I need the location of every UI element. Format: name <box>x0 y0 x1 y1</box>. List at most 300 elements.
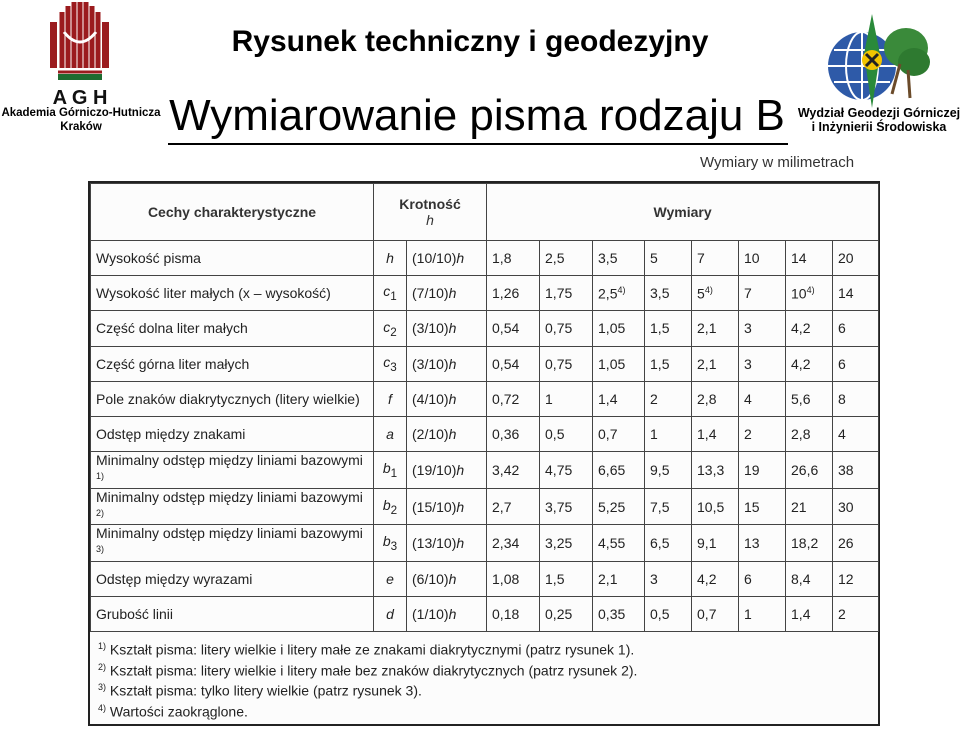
factor-h: h <box>448 606 457 623</box>
dimension-value-cell <box>593 525 645 562</box>
feature-footnote-mark: 2) <box>96 507 105 518</box>
factor-cell <box>407 525 487 562</box>
dimension-value-cell <box>540 525 593 562</box>
dimension-value: 2,8 <box>697 390 717 407</box>
symbol-cell <box>374 346 407 381</box>
agh-logo <box>44 2 116 108</box>
factor-value: (2/10) <box>412 426 449 443</box>
dimension-value-cell <box>645 452 692 489</box>
symbol-cell <box>374 241 407 276</box>
feature-cell <box>91 525 374 562</box>
dimension-value-cell <box>487 276 540 311</box>
factor-value: (13/10) <box>412 535 457 552</box>
dimension-value-cell <box>540 562 593 597</box>
footnote-text: Kształt pisma: litery wielkie i litery małe bez znaków diakrytycznych (patrz rysunek 2). <box>109 662 638 679</box>
header-multiplicity-label: Krotność <box>399 196 461 212</box>
dimension-value: 6 <box>838 320 846 337</box>
footnote-item <box>98 659 637 680</box>
symbol-letter: f <box>388 390 392 407</box>
feature-cell <box>91 597 374 632</box>
dimension-value-cell <box>833 276 879 311</box>
dimension-value-cell <box>487 488 540 525</box>
dimension-value-cell <box>540 452 593 489</box>
value-footnote-mark: 4) <box>806 284 815 295</box>
dimension-value: 12 <box>838 571 854 588</box>
dimension-value: 1,8 <box>492 250 512 267</box>
dimension-value: 6 <box>744 571 752 588</box>
dimension-value: 3 <box>650 571 658 588</box>
table-header-row <box>91 184 879 241</box>
dimension-value: 0,75 <box>545 320 573 337</box>
factor-value: (15/10) <box>412 498 457 515</box>
dimension-value: 1,4 <box>697 426 717 443</box>
dimension-value-cell <box>593 597 645 632</box>
dimension-value: 4 <box>838 426 846 443</box>
table-row <box>91 381 879 416</box>
dimension-value-cell <box>833 416 879 451</box>
dimension-value-cell <box>593 562 645 597</box>
feature-label: Grubość linii <box>96 606 174 623</box>
factor-h: h <box>456 461 465 478</box>
dimension-value: 6,5 <box>650 535 670 552</box>
table-row <box>91 597 879 632</box>
dimension-value-cell <box>593 346 645 381</box>
feature-label: Wysokość pisma <box>96 250 201 267</box>
dimension-value: 0,72 <box>492 390 520 407</box>
dimension-value-cell <box>786 416 833 451</box>
dimension-value: 2,5 <box>545 250 565 267</box>
symbol-letter: b <box>382 533 391 550</box>
feature-cell <box>91 311 374 346</box>
dimension-value: 9,1 <box>697 535 717 552</box>
dimension-value-cell <box>739 346 786 381</box>
symbol-letter: c <box>383 283 391 300</box>
symbol-subscript: 2 <box>390 503 398 517</box>
dimension-value: 2 <box>744 426 752 443</box>
dimension-value: 19 <box>744 461 760 478</box>
header-multiplicity <box>374 184 487 241</box>
factor-cell <box>407 452 487 489</box>
dimension-value: 5 <box>650 250 658 267</box>
dimension-value: 0,5 <box>545 426 565 443</box>
dimension-value: 0,5 <box>650 606 670 623</box>
dimension-value-cell <box>786 241 833 276</box>
factor-h: h <box>456 535 465 552</box>
dimension-value: 1 <box>744 606 752 623</box>
dimension-value-cell <box>692 452 739 489</box>
factor-h: h <box>456 250 465 267</box>
dimension-value: 4,75 <box>545 461 573 478</box>
dimension-value-cell <box>692 241 739 276</box>
value-footnote-mark: 4) <box>617 284 626 295</box>
dimension-value: 3,25 <box>545 535 573 552</box>
table-row <box>91 276 879 311</box>
feature-label: Wysokość liter małych (x – wysokość) <box>96 285 331 302</box>
dimension-value: 1,5 <box>545 571 565 588</box>
dimension-value: 3,75 <box>545 498 573 515</box>
symbol-subscript: 3 <box>390 540 398 554</box>
dimension-value: 3 <box>744 355 752 372</box>
dimension-value-cell <box>540 488 593 525</box>
dimension-value-cell <box>786 562 833 597</box>
dimension-value-cell <box>786 488 833 525</box>
factor-value: (7/10) <box>412 285 449 302</box>
dimension-value-cell <box>692 597 739 632</box>
dimension-value: 0,36 <box>492 426 520 443</box>
dimension-value: 2 <box>838 606 846 623</box>
dimension-value: 5 <box>697 285 705 302</box>
wgg-logo <box>820 14 932 108</box>
footnote-text: Kształt pisma: litery wielkie i litery małe ze znakami diakrytycznymi (patrz rysunek 1). <box>109 641 635 658</box>
symbol-cell <box>374 452 407 489</box>
dimension-value-cell <box>739 381 786 416</box>
feature-label: Minimalny odstęp między liniami bazowymi <box>96 525 363 542</box>
dimension-value-cell <box>786 452 833 489</box>
symbol-letter: c <box>383 318 391 335</box>
factor-value: (6/10) <box>412 571 449 588</box>
table-row <box>91 525 879 562</box>
symbol-cell <box>374 416 407 451</box>
footnote-mark: 1) <box>98 641 107 651</box>
dimension-value: 0,25 <box>545 606 573 623</box>
dimension-value: 3 <box>744 320 752 337</box>
dimension-value: 0,35 <box>598 606 626 623</box>
dimension-value-cell <box>540 311 593 346</box>
units-note: Wymiary w milimetrach <box>700 154 855 171</box>
dimension-value-cell <box>540 241 593 276</box>
dimension-value: 3,42 <box>492 461 520 478</box>
dimension-value-cell <box>739 525 786 562</box>
dimension-value: 1,05 <box>598 355 626 372</box>
dimension-value: 2,1 <box>697 355 717 372</box>
dimension-value: 26,6 <box>791 461 819 478</box>
factor-value: (19/10) <box>412 461 457 478</box>
symbol-cell <box>374 381 407 416</box>
dimension-value: 14 <box>838 285 854 302</box>
dimension-value: 4,55 <box>598 535 626 552</box>
dimension-value-cell <box>540 381 593 416</box>
dimension-value: 4 <box>744 390 752 407</box>
factor-value: (3/10) <box>412 320 449 337</box>
dimension-value-cell <box>692 311 739 346</box>
footnote-text: Wartości zaokrąglone. <box>109 703 248 720</box>
dimension-value: 1,4 <box>791 606 811 623</box>
dimension-value-cell <box>540 346 593 381</box>
footnotes <box>98 638 637 721</box>
dimension-value: 7 <box>697 250 705 267</box>
feature-footnote-mark: 3) <box>96 544 105 555</box>
left-org-line2: Kraków <box>60 121 102 133</box>
dimension-value-cell <box>540 416 593 451</box>
dimension-value: 18,2 <box>791 535 819 552</box>
dimension-value: 3,5 <box>650 285 670 302</box>
dimension-value-cell <box>540 276 593 311</box>
feature-cell <box>91 241 374 276</box>
feature-label: Część dolna liter małych <box>96 320 248 337</box>
dimension-value-cell <box>786 597 833 632</box>
right-org-line1: Wydział Geodezji Górniczej <box>797 106 960 120</box>
table-row <box>91 562 879 597</box>
dimension-value-cell <box>692 525 739 562</box>
dimension-value: 1 <box>545 390 553 407</box>
factor-h: h <box>448 426 457 443</box>
feature-cell <box>91 346 374 381</box>
left-org-line1: Akademia Górniczo-Hutnicza <box>1 107 161 119</box>
dimension-value-cell <box>487 241 540 276</box>
dimension-value-cell <box>833 381 879 416</box>
title-underline <box>168 143 788 145</box>
symbol-subscript: 1 <box>390 290 397 304</box>
factor-cell <box>407 597 487 632</box>
dimension-value: 0,75 <box>545 355 573 372</box>
dimension-value-cell <box>786 311 833 346</box>
dimension-value: 5,25 <box>598 498 626 515</box>
table-row <box>91 488 879 525</box>
dimension-value: 6 <box>838 355 846 372</box>
factor-cell <box>407 488 487 525</box>
dimension-value-cell <box>692 346 739 381</box>
symbol-letter: d <box>386 606 394 623</box>
factor-value: (1/10) <box>412 606 449 623</box>
dimension-value-cell <box>833 311 879 346</box>
symbol-subscript: 2 <box>390 325 397 339</box>
feature-footnote-mark: 1) <box>96 471 105 482</box>
dimension-value: 0,7 <box>598 426 618 443</box>
dimension-value-cell <box>692 562 739 597</box>
header-multiplicity-symbol: h <box>426 212 434 228</box>
dimension-value: 2,7 <box>492 498 512 515</box>
dimension-value-cell <box>739 562 786 597</box>
dimension-value: 2,8 <box>791 426 811 443</box>
feature-cell <box>91 416 374 451</box>
symbol-cell <box>374 488 407 525</box>
table-row <box>91 311 879 346</box>
dimension-value: 4,2 <box>791 320 811 337</box>
dimension-value-cell <box>739 416 786 451</box>
dimension-value-cell <box>487 562 540 597</box>
table-row <box>91 452 879 489</box>
dimension-value-cell <box>786 381 833 416</box>
dimension-value-cell <box>833 597 879 632</box>
dimension-value: 2,5 <box>598 285 618 302</box>
footnote-item <box>98 679 637 700</box>
dimension-table-panel <box>88 181 880 726</box>
dimension-value: 4,2 <box>697 571 717 588</box>
symbol-letter: h <box>386 250 394 267</box>
footnote-item <box>98 638 637 659</box>
symbol-subscript: 3 <box>390 360 397 374</box>
right-org-name <box>794 106 960 134</box>
dimension-value-cell <box>487 597 540 632</box>
symbol-cell <box>374 525 407 562</box>
factor-cell <box>407 381 487 416</box>
dimension-value: 4,2 <box>791 355 811 372</box>
footnote-item <box>98 700 637 721</box>
footnote-text: Kształt pisma: tylko litery wielkie (patrz rysunek 3). <box>109 682 422 699</box>
dimension-value: 1,26 <box>492 285 520 302</box>
dimension-value-cell <box>692 416 739 451</box>
factor-value: (3/10) <box>412 355 449 372</box>
dimension-value: 0,54 <box>492 355 520 372</box>
feature-label: Pole znaków diakrytycznych (litery wielkie) <box>96 390 360 407</box>
symbol-cell <box>374 311 407 346</box>
dimension-value-cell <box>593 452 645 489</box>
factor-value: (10/10) <box>412 250 457 267</box>
dimension-value-cell <box>786 276 833 311</box>
feature-label: Minimalny odstęp między liniami bazowymi <box>96 488 363 505</box>
dimension-value: 26 <box>838 535 854 552</box>
dimension-value: 10 <box>791 285 807 302</box>
header-features: Cechy charakterystyczne <box>91 184 374 241</box>
dimension-value: 1,75 <box>545 285 573 302</box>
symbol-letter: b <box>382 460 391 477</box>
symbol-letter: b <box>382 496 391 513</box>
dimension-value-cell <box>593 488 645 525</box>
factor-cell <box>407 241 487 276</box>
feature-label: Odstęp między znakami <box>96 426 246 443</box>
symbol-cell <box>374 276 407 311</box>
dimension-value: 30 <box>838 498 854 515</box>
dimension-value-cell <box>487 416 540 451</box>
dimension-value-cell <box>739 452 786 489</box>
symbol-subscript: 1 <box>390 466 398 480</box>
dimension-value: 0,54 <box>492 320 520 337</box>
factor-cell <box>407 276 487 311</box>
dimension-value-cell <box>833 488 879 525</box>
feature-cell <box>91 276 374 311</box>
factor-h: h <box>448 390 457 407</box>
dimension-value: 1,05 <box>598 320 626 337</box>
dimension-value-cell <box>739 311 786 346</box>
symbol-letter: a <box>386 426 394 443</box>
table-row <box>91 416 879 451</box>
dimension-value: 2,34 <box>492 535 520 552</box>
footnote-mark: 3) <box>98 682 107 693</box>
dimension-value: 38 <box>838 461 854 478</box>
dimension-value: 10 <box>744 250 760 267</box>
feature-cell <box>91 452 374 489</box>
dimension-value: 1,5 <box>650 355 670 372</box>
dimension-value-cell <box>833 525 879 562</box>
factor-h: h <box>448 571 457 588</box>
factor-value: (4/10) <box>412 390 449 407</box>
header-dimensions: Wymiary <box>487 184 879 241</box>
dimension-value-cell <box>487 311 540 346</box>
dimension-value-cell <box>833 241 879 276</box>
factor-cell <box>407 311 487 346</box>
feature-cell <box>91 562 374 597</box>
dimension-value: 2 <box>650 390 658 407</box>
dimension-value-cell <box>487 381 540 416</box>
factor-h: h <box>456 498 465 515</box>
dimension-table <box>90 183 879 632</box>
page-title: Rysunek techniczny i geodezyjny <box>231 25 709 58</box>
dimension-value-cell <box>645 381 692 416</box>
dimension-value-cell <box>593 241 645 276</box>
footnote-mark: 4) <box>98 702 107 713</box>
dimension-value-cell <box>645 346 692 381</box>
dimension-value: 14 <box>791 250 807 267</box>
left-org-name <box>0 106 162 134</box>
dimension-value-cell <box>487 452 540 489</box>
dimension-value-cell <box>645 597 692 632</box>
dimension-value: 10,5 <box>697 498 725 515</box>
dimension-value-cell <box>593 276 645 311</box>
dimension-value: 1,08 <box>492 571 520 588</box>
dimension-value-cell <box>487 346 540 381</box>
dimension-value-cell <box>833 452 879 489</box>
dimension-value: 5,6 <box>791 390 811 407</box>
factor-h: h <box>448 355 457 372</box>
dimension-value: 3,5 <box>598 250 618 267</box>
dimension-value: 13,3 <box>697 461 725 478</box>
dimension-value-cell <box>645 416 692 451</box>
dimension-value: 21 <box>791 498 807 515</box>
dimension-value: 0,7 <box>697 606 717 623</box>
dimension-value-cell <box>786 525 833 562</box>
dimension-value-cell <box>833 562 879 597</box>
dimension-value-cell <box>645 488 692 525</box>
dimension-value: 7,5 <box>650 498 670 515</box>
feature-label: Część górna liter małych <box>96 355 250 372</box>
footnote-mark: 2) <box>98 661 107 672</box>
dimension-value: 8,4 <box>791 571 811 588</box>
dimension-value-cell <box>692 488 739 525</box>
dimension-value-cell <box>645 311 692 346</box>
factor-h: h <box>448 285 457 302</box>
symbol-cell <box>374 597 407 632</box>
dimension-value-cell <box>645 525 692 562</box>
dimension-value-cell <box>645 276 692 311</box>
dimension-value-cell <box>692 276 739 311</box>
dimension-value: 8 <box>838 390 846 407</box>
dimension-value-cell <box>593 416 645 451</box>
dimension-value-cell <box>786 346 833 381</box>
table-row <box>91 346 879 381</box>
dimension-value-cell <box>645 241 692 276</box>
feature-label: Minimalny odstęp między liniami bazowymi <box>96 452 363 469</box>
dimension-value: 1,4 <box>598 390 618 407</box>
dimension-value-cell <box>593 311 645 346</box>
feature-label: Odstęp między wyrazami <box>96 571 253 588</box>
right-org-line2: i Inżynierii Środowiska <box>811 120 947 134</box>
factor-cell <box>407 416 487 451</box>
dimension-value: 6,65 <box>598 461 626 478</box>
dimension-value: 7 <box>744 285 752 302</box>
dimension-value: 9,5 <box>650 461 670 478</box>
dimension-value-cell <box>739 276 786 311</box>
dimension-value-cell <box>739 488 786 525</box>
dimension-value-cell <box>833 346 879 381</box>
value-footnote-mark: 4) <box>704 284 713 295</box>
dimension-value-cell <box>645 562 692 597</box>
table-row <box>91 241 879 276</box>
dimension-value-cell <box>739 241 786 276</box>
dimension-value-cell <box>593 381 645 416</box>
factor-cell <box>407 346 487 381</box>
dimension-value-cell <box>540 597 593 632</box>
factor-cell <box>407 562 487 597</box>
dimension-value: 1 <box>650 426 658 443</box>
dimension-value: 0,18 <box>492 606 520 623</box>
dimension-value-cell <box>692 381 739 416</box>
dimension-value: 15 <box>744 498 760 515</box>
dimension-value-cell <box>739 597 786 632</box>
symbol-cell <box>374 562 407 597</box>
dimension-value: 13 <box>744 535 760 552</box>
agh-letters: A G H <box>52 87 108 108</box>
feature-cell <box>91 381 374 416</box>
